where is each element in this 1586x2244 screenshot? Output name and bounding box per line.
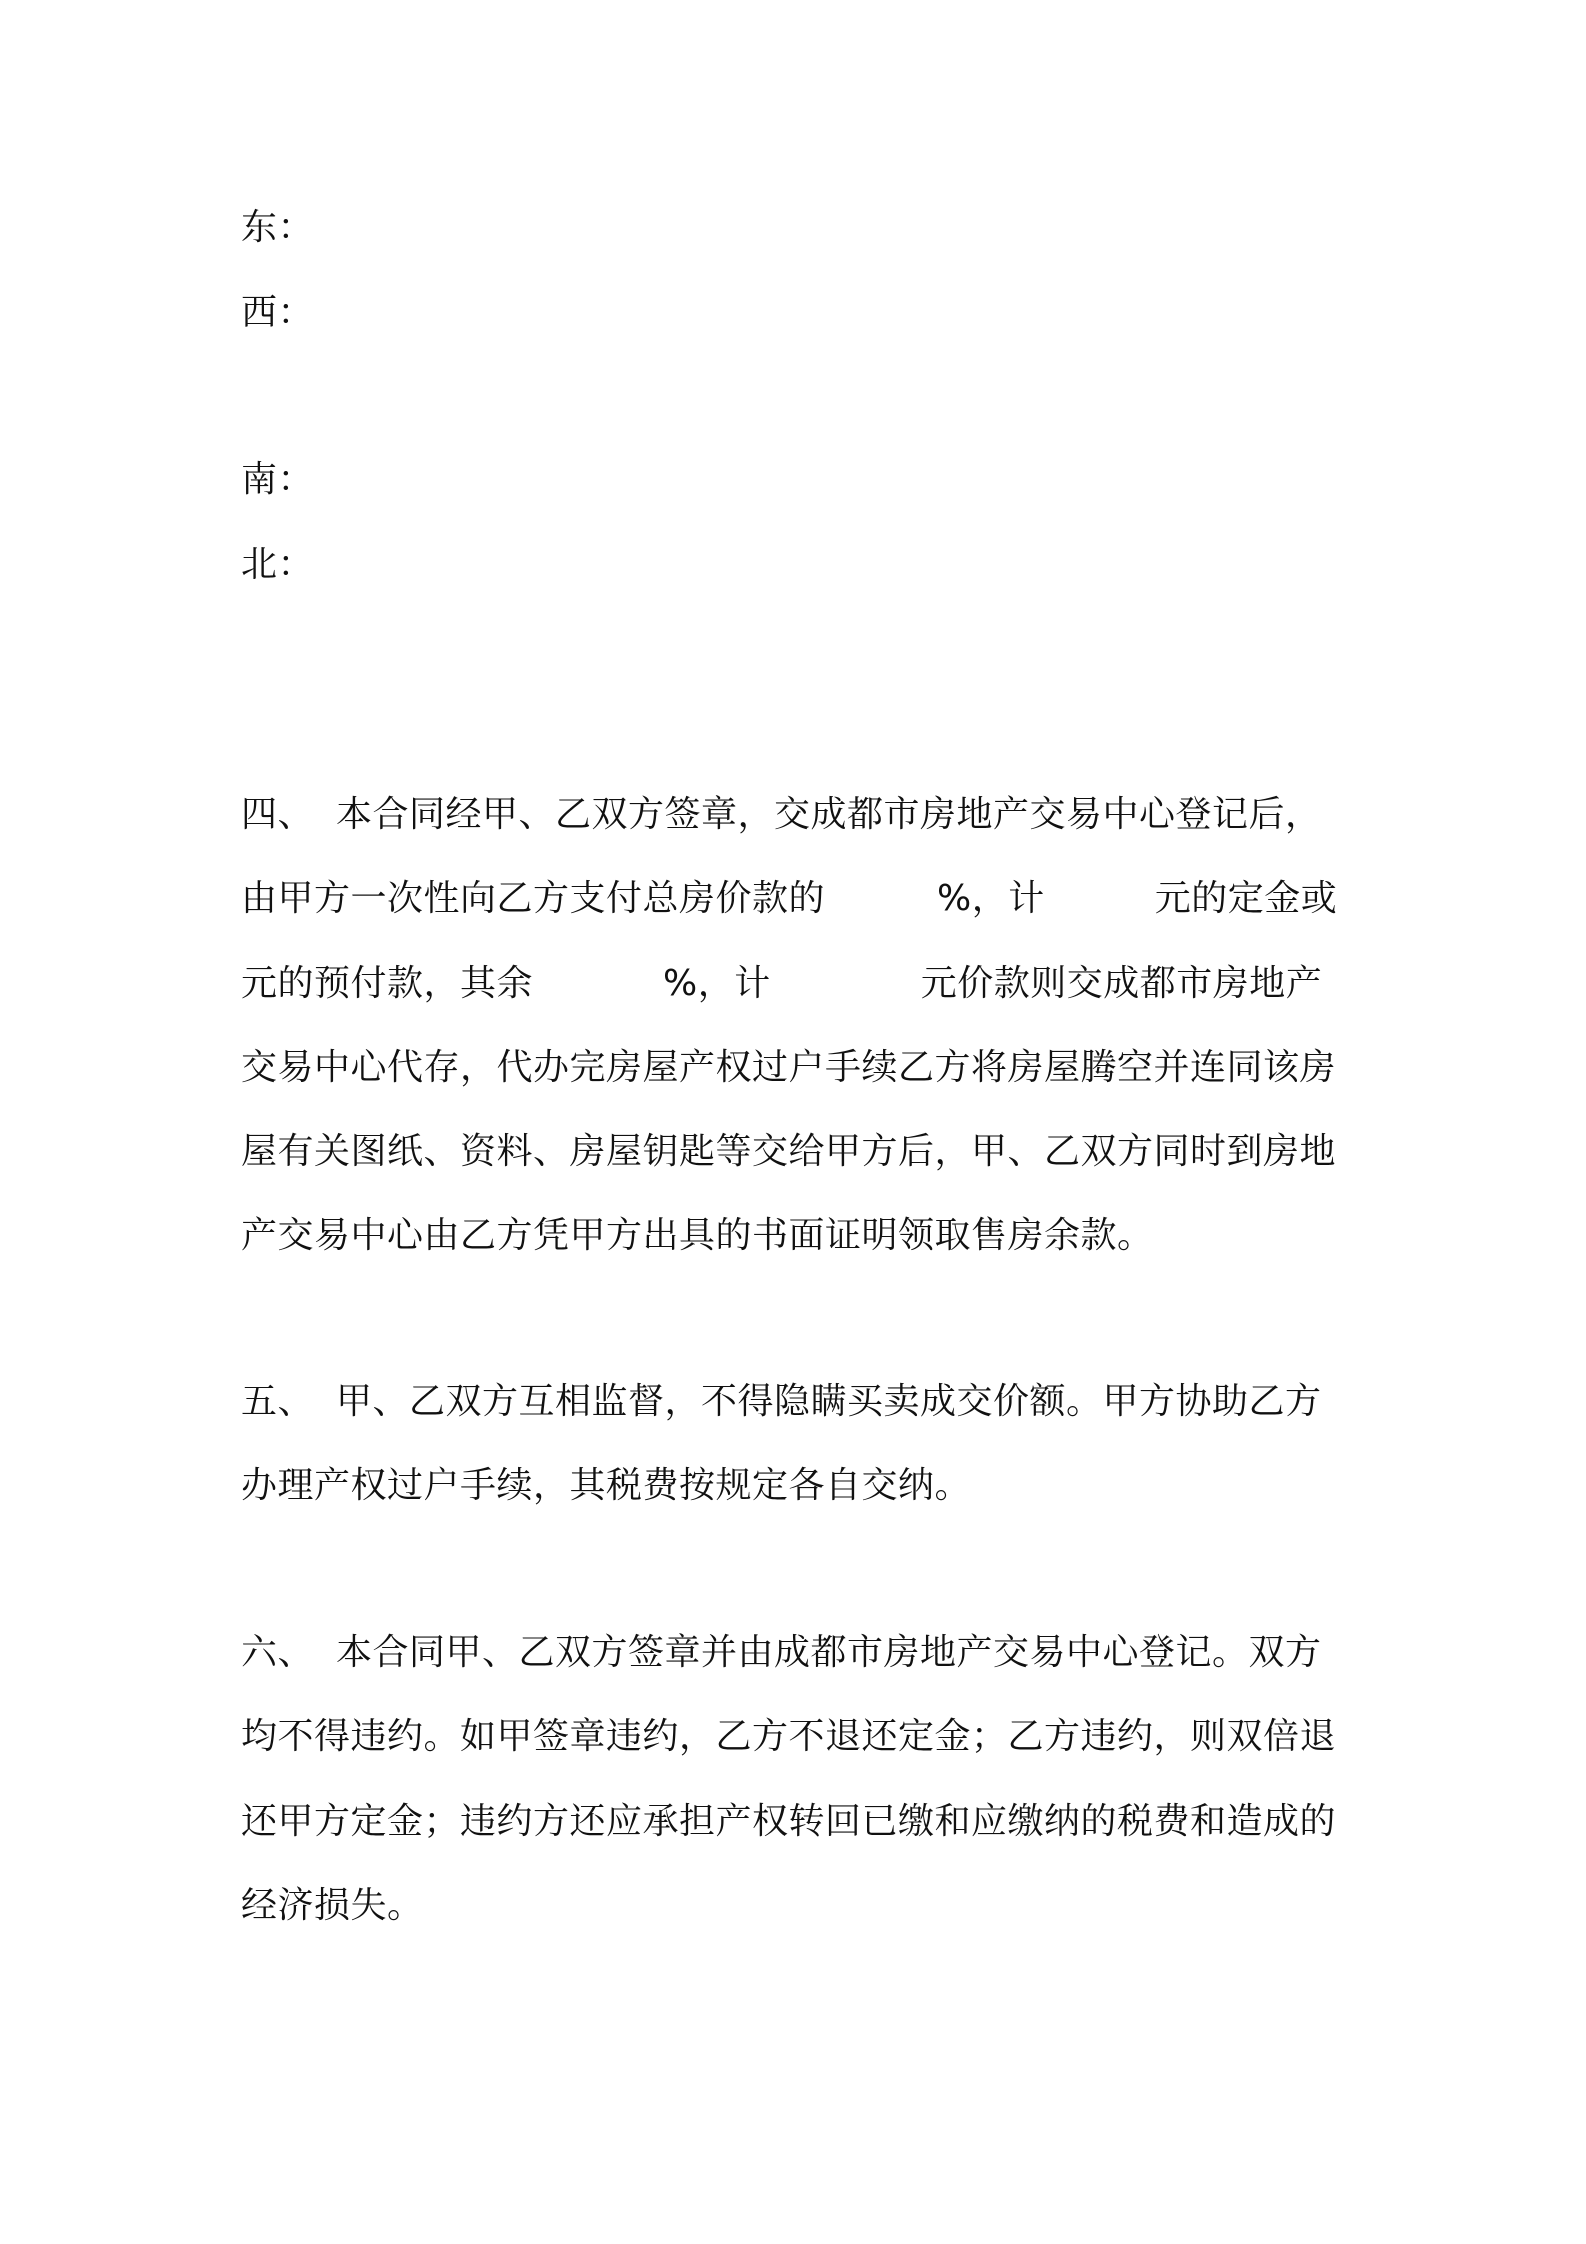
clause6-line1 (241, 1631, 1322, 1675)
clause4-text1: 本合同经甲、乙双方签章，交成都市房地产交易中心登记后， (336, 794, 1322, 835)
clause6-line3: 还甲方定金；违约方还应承担产权转回已缴和应缴纳的税费和造成的 (241, 1801, 1337, 1842)
clause4-text3c: 元价款则交成都市房地产 (920, 963, 1323, 1004)
north-label: 北： (241, 544, 315, 585)
clause5-line2: 办理产权过户手续，其税费按规定各自交纳。 (241, 1465, 972, 1506)
clause4-line2 (241, 877, 1337, 921)
clause4-text2c: 元的定金或 (1154, 878, 1338, 919)
clause5-number: 五、 (241, 1381, 315, 1422)
clause4-text2a: 由甲方一次性向乙方支付总房价款的 (241, 878, 826, 919)
west-label: 西： (241, 292, 315, 333)
clause4-line1 (241, 793, 1322, 837)
clause6-number: 六、 (241, 1632, 315, 1673)
south-label: 南： (241, 459, 315, 500)
clause4-text2b: %，计 (937, 878, 1045, 919)
clause6-line2: 均不得违约。如甲签章违约，乙方不退还定金；乙方违约，则双倍退 (241, 1716, 1337, 1757)
clause4-number: 四、 (241, 794, 315, 835)
clause6-line4: 经济损失。 (241, 1885, 424, 1926)
east-label: 东： (241, 207, 315, 248)
clause4-line6: 产交易中心由乙方凭甲方出具的书面证明领取售房余款。 (241, 1215, 1154, 1256)
clause4-line3 (241, 962, 1322, 1006)
clause4-line4: 交易中心代存，代办完房屋产权过户手续乙方将房屋腾空并连同该房 (241, 1047, 1337, 1088)
clause5-text1: 甲、乙双方互相监督，不得隐瞒买卖成交价额。甲方协助乙方 (336, 1381, 1322, 1422)
clause4-line5: 屋有关图纸、资料、房屋钥匙等交给甲方后，甲、乙双方同时到房地 (241, 1131, 1337, 1172)
clause4-text3a: 元的预付款，其余 (241, 963, 534, 1004)
clause6-text1: 本合同甲、乙双方签章并由成都市房地产交易中心登记。双方 (336, 1632, 1322, 1673)
clause5-line1 (241, 1380, 1322, 1424)
clause4-text3b: %，计 (663, 963, 771, 1004)
